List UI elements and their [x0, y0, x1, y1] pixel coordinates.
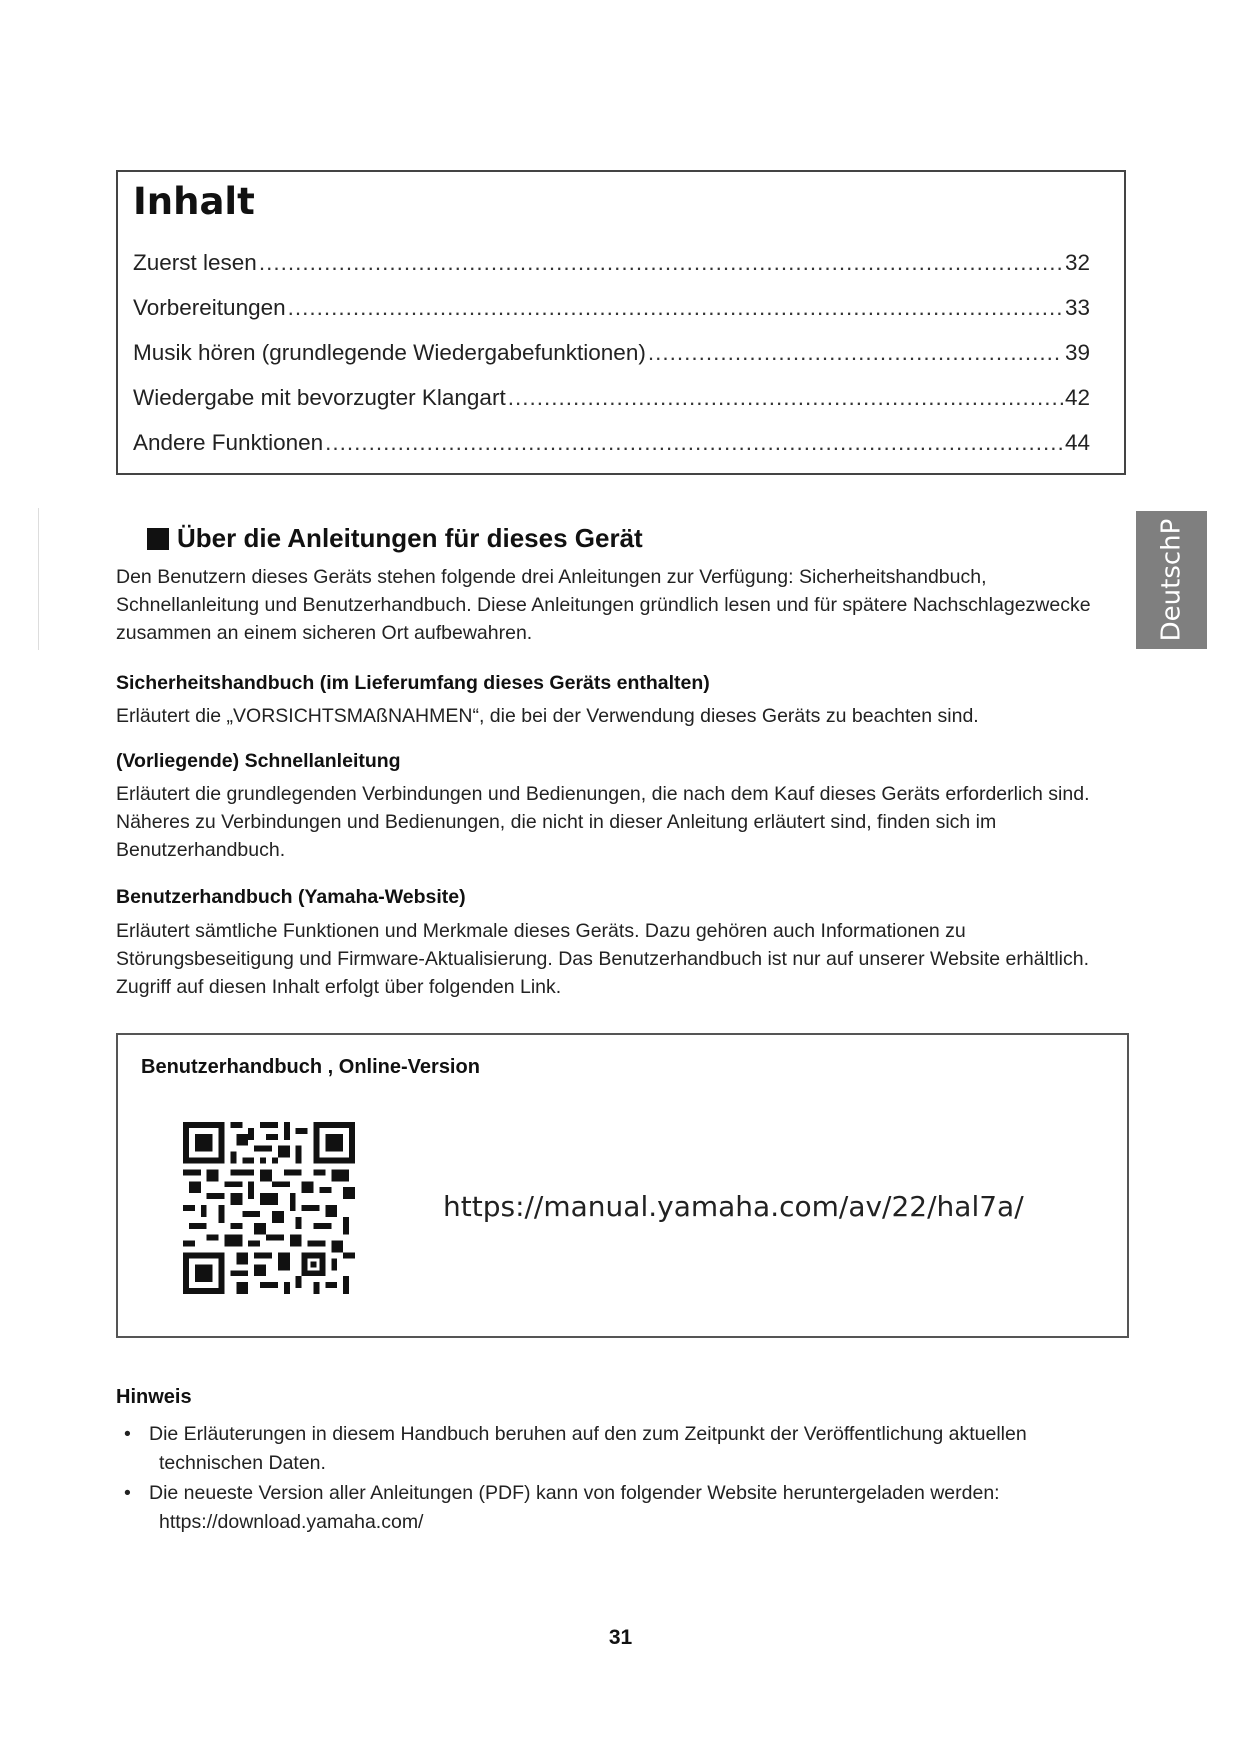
- hint-text: Die neueste Version aller Anleitungen (PDF) kann von folgender Website heruntergeladen werden:: [149, 1482, 1000, 1504]
- language-tab-label: DeutschP: [1156, 518, 1187, 642]
- language-tab: [1136, 511, 1207, 649]
- bullet-icon: •: [124, 1423, 131, 1445]
- toc-entry[interactable]: [133, 340, 1090, 385]
- section-heading-text: Über die Anleitungen für dieses Gerät: [177, 523, 643, 553]
- toc-entry-page: 39: [1064, 340, 1090, 365]
- toc-entry-label: Musik hören (grundlegende Wiedergabefunktionen): [133, 340, 646, 365]
- manual-title-quickguide: (Vorliegende) Schnellanleitung: [116, 750, 401, 772]
- toc-leader-dots: [288, 295, 1063, 321]
- hint-item: [116, 1479, 1126, 1537]
- toc-leader-dots: [648, 340, 1063, 366]
- toc-entry-page: 44: [1064, 430, 1090, 455]
- toc-title: Inhalt: [133, 180, 255, 223]
- toc-entry[interactable]: [133, 430, 1090, 475]
- bullet-icon: •: [124, 1482, 131, 1504]
- toc-entry-label: Andere Funktionen: [133, 430, 324, 455]
- toc-entry-page: 33: [1064, 295, 1090, 320]
- toc-entry[interactable]: [133, 295, 1090, 340]
- margin-rule: [38, 508, 39, 650]
- online-manual-url[interactable]: https://manual.yamaha.com/av/22/hal7a/: [443, 1190, 1024, 1223]
- manual-text-usermanual: Erläutert sämtliche Funktionen und Merkmale dieses Geräts. Dazu gehören auch Informationen zu Störungsbeseitigung und Firmware-Aktualisierung. Das Benutzerhandbuch ist nur auf unserer Website erhältlich. Zugriff auf diesen Inhalt erfolgt über folgenden Link.: [116, 920, 1089, 998]
- toc-leader-dots: [325, 430, 1063, 456]
- toc-leader-dots: [259, 250, 1063, 276]
- manual-title-safety: Sicherheitshandbuch (im Lieferumfang dieses Geräts enthalten): [116, 672, 710, 694]
- manual-text-quickguide: Erläutert die grundlegenden Verbindungen und Bedienungen, die nach dem Kauf dieses Geräts erforderlich sind. Näheres zu Verbindungen und Bedienungen, die nicht in dieser Anleitung erläutert sind, finden sich im Benutzerhandbuch.: [116, 783, 1090, 861]
- square-bullet-icon: [147, 528, 169, 550]
- toc-entry-label: Zuerst lesen: [133, 250, 257, 275]
- manual-text-safety: Erläutert die „VORSICHTSMAßNAHMEN“, die bei der Verwendung dieses Geräts zu beachten sind.: [116, 705, 979, 727]
- toc-box: [116, 170, 1126, 475]
- page-number: 31: [608, 1626, 633, 1649]
- hint-text: Die Erläuterungen in diesem Handbuch beruhen auf den zum Zeitpunkt der Veröffentlichung aktuellen: [149, 1423, 1027, 1445]
- toc-leader-dots: [508, 385, 1063, 411]
- toc-entry[interactable]: [133, 250, 1090, 295]
- toc-entry-page: 42: [1064, 385, 1090, 410]
- manual-title-usermanual: Benutzerhandbuch (Yamaha-Website): [116, 886, 466, 908]
- toc-entry[interactable]: [133, 385, 1090, 430]
- download-url[interactable]: https://download.yamaha.com/: [159, 1511, 424, 1533]
- section-intro: Den Benutzern dieses Geräts stehen folgende drei Anleitungen zur Verfügung: Sicherheitshandbuch, Schnellanleitung und Benutzerhandbuch. Diese Anleitungen gründlich lesen und für spätere Nachschlagezwecke zusammen an einem sicheren Ort aufbewahren.: [116, 566, 1091, 644]
- online-manual-title: Benutzerhandbuch , Online-Version: [141, 1056, 480, 1078]
- toc-list: [133, 250, 1090, 475]
- qr-code-icon[interactable]: [183, 1122, 355, 1294]
- hint-list: [116, 1420, 1126, 1538]
- hint-title: Hinweis: [116, 1386, 192, 1408]
- toc-entry-label: Vorbereitungen: [133, 295, 286, 320]
- toc-entry-label: Wiedergabe mit bevorzugter Klangart: [133, 385, 506, 410]
- hint-item: [116, 1420, 1126, 1478]
- toc-entry-page: 32: [1064, 250, 1090, 275]
- online-manual-box: [116, 1033, 1129, 1338]
- hint-text: technischen Daten.: [159, 1452, 326, 1474]
- section-heading: [147, 523, 643, 554]
